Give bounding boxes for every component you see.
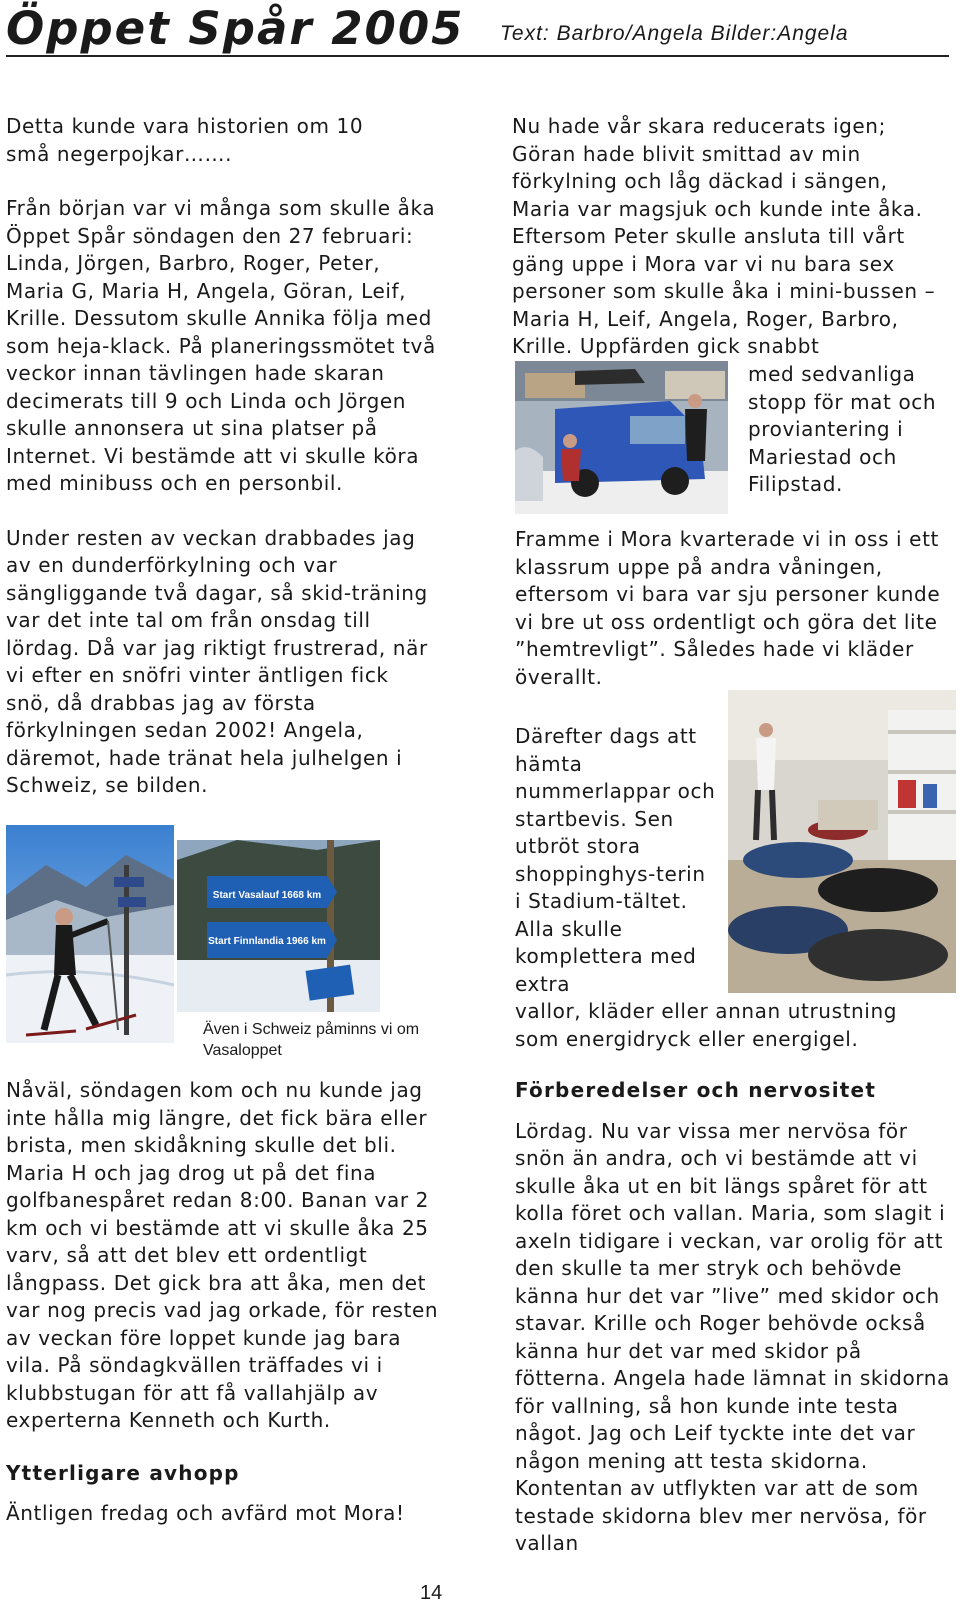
paragraph: Nu hade vår skara reducerats igen; Göran hade blivit smittad av min förkylning och låg däckad i sängen, Maria var magsjuk och kunde inte åka. Eftersom Peter skulle ansluta till vårt gäng uppe i Mora var vi nu bara sex personer som skulle åka i mini-bussen – Maria H, Leif, Angela, Roger, Barbro, Krille. Uppfärden gick snabbt	[512, 114, 936, 358]
right-column-bottom	[515, 1077, 955, 1558]
page-title: Öppet Spår 2005	[6, 2, 465, 55]
right-column-wrap-text	[515, 723, 955, 1053]
page-number: 14	[420, 1582, 443, 1604]
section-heading: Förberedelser och nervositet	[515, 1078, 877, 1102]
signpost-photo	[177, 840, 380, 1012]
minibus-photo	[515, 361, 728, 514]
paragraph: med sedvanliga stopp för mat och proviantering i Mariestad och Filipstad.	[748, 362, 937, 496]
right-column-top	[512, 113, 952, 361]
right-column-inset-text	[748, 361, 958, 499]
paragraph: vallor, kläder eller annan utrustning som energidryck eller energigel.	[515, 999, 898, 1051]
paragraph: Äntligen fredag och avfärd mot Mora!	[6, 1501, 405, 1525]
sign-text-vasalauf: Start Vasalauf 1668 km	[212, 890, 322, 901]
right-column-middle	[515, 526, 955, 691]
paragraph: Från början var vi många som skulle åka Öppet Spår söndagen den 27 februari: Linda, Jörgen, Barbro, Roger, Peter, Maria G, Maria H, Angela, Göran, Leif, Krille. Dessutom skulle Annika följa med som heja-klack. På planeringssmötet två veckor innan tävlingen hade skaran decimerats till 9 och Linda och Jörgen skulle annonsera ut sina platser på Internet. Vi bestämde att vi skulle köra med minibuss och en personbil.	[6, 196, 436, 495]
paragraph: Lördag. Nu var vissa mer nervösa för snön än andra, och vi bestämde att vi skulle åka ut en bit längs spåret för att kolla föret och vallan. Maria, som slagit i axeln tidigare i veckan, var orolig för att den skulle ta mer stryk och behövde känna hur det var ”live” med skidor och stavar. Krille och Roger behövde också känna hur det var med skidor på fötterna. Angela hade lämnat in skidorna för vallning, så hon kunde inte testa något. Jag och Leif tyckte inte det var någon mening att testa skidorna. Kontentan av utflykten var att de som testade skidorna blev mer nervösa, för vallan	[515, 1118, 950, 1555]
left-column-top	[6, 113, 446, 800]
paragraph: Under resten av veckan drabbades jag av en dunderförkylning och var sängliggande två dagar, så skid-träning var det inte tal om från onsdag till lördag. Då var jag riktigt frustrerad, när vi efter en snöfri vinter äntligen fick snö, då drabbas jag av första förkylningen sedan 2002! Angela, däremot, hade tränat hela julhelgen i Schweiz, se bilden.	[6, 525, 428, 797]
skier-photo	[6, 825, 174, 1043]
sign-text-finnlandia: Start Finnlandia 1966 km	[208, 936, 326, 947]
credits: Text: Barbro/Angela Bilder:Angela	[500, 22, 849, 45]
left-column-bottom	[6, 1077, 446, 1528]
title-rule	[6, 55, 949, 57]
paragraph: Framme i Mora kvarterade vi in oss i ett klassrum uppe på andra våningen, eftersom vi bara var sju personer kunde vi bre ut oss ordentligt och göra det lite ”hemtrevligt”. Således hade vi kläder överallt.	[515, 527, 941, 689]
section-heading: Ytterligare avhopp	[6, 1460, 240, 1485]
paragraph: Nåväl, söndagen kom och nu kunde jag inte hålla mig längre, det fick bära eller brista, men skidåkning skulle det bli. Maria H och jag drog ut på det fina golfbanespåret redan 8:00. Banan var 2 km och vi bestämde att vi skulle åka 25 varv, så att det blev ett ordentligt långpass. Det gick bra att åka, men det var nog precis vad jag orkade, för resten av veckan före loppet kunde jag bara vila. På söndagkvällen träffades vi i klubbstugan för att få vallahjälp av experterna Kenneth och Kurth.	[6, 1078, 439, 1432]
paragraph: Detta kunde vara historien om 10 små negerpojkar…….	[6, 114, 364, 166]
paragraph: Därefter dags att hämta nummerlappar och startbevis. Sen utbröt stora shoppinghys-terin i Stadium-tältet. Alla skulle komplettera med extra	[515, 724, 716, 996]
photo-caption: Även i Schweiz påminns vi om Vasaloppet	[203, 1021, 420, 1059]
